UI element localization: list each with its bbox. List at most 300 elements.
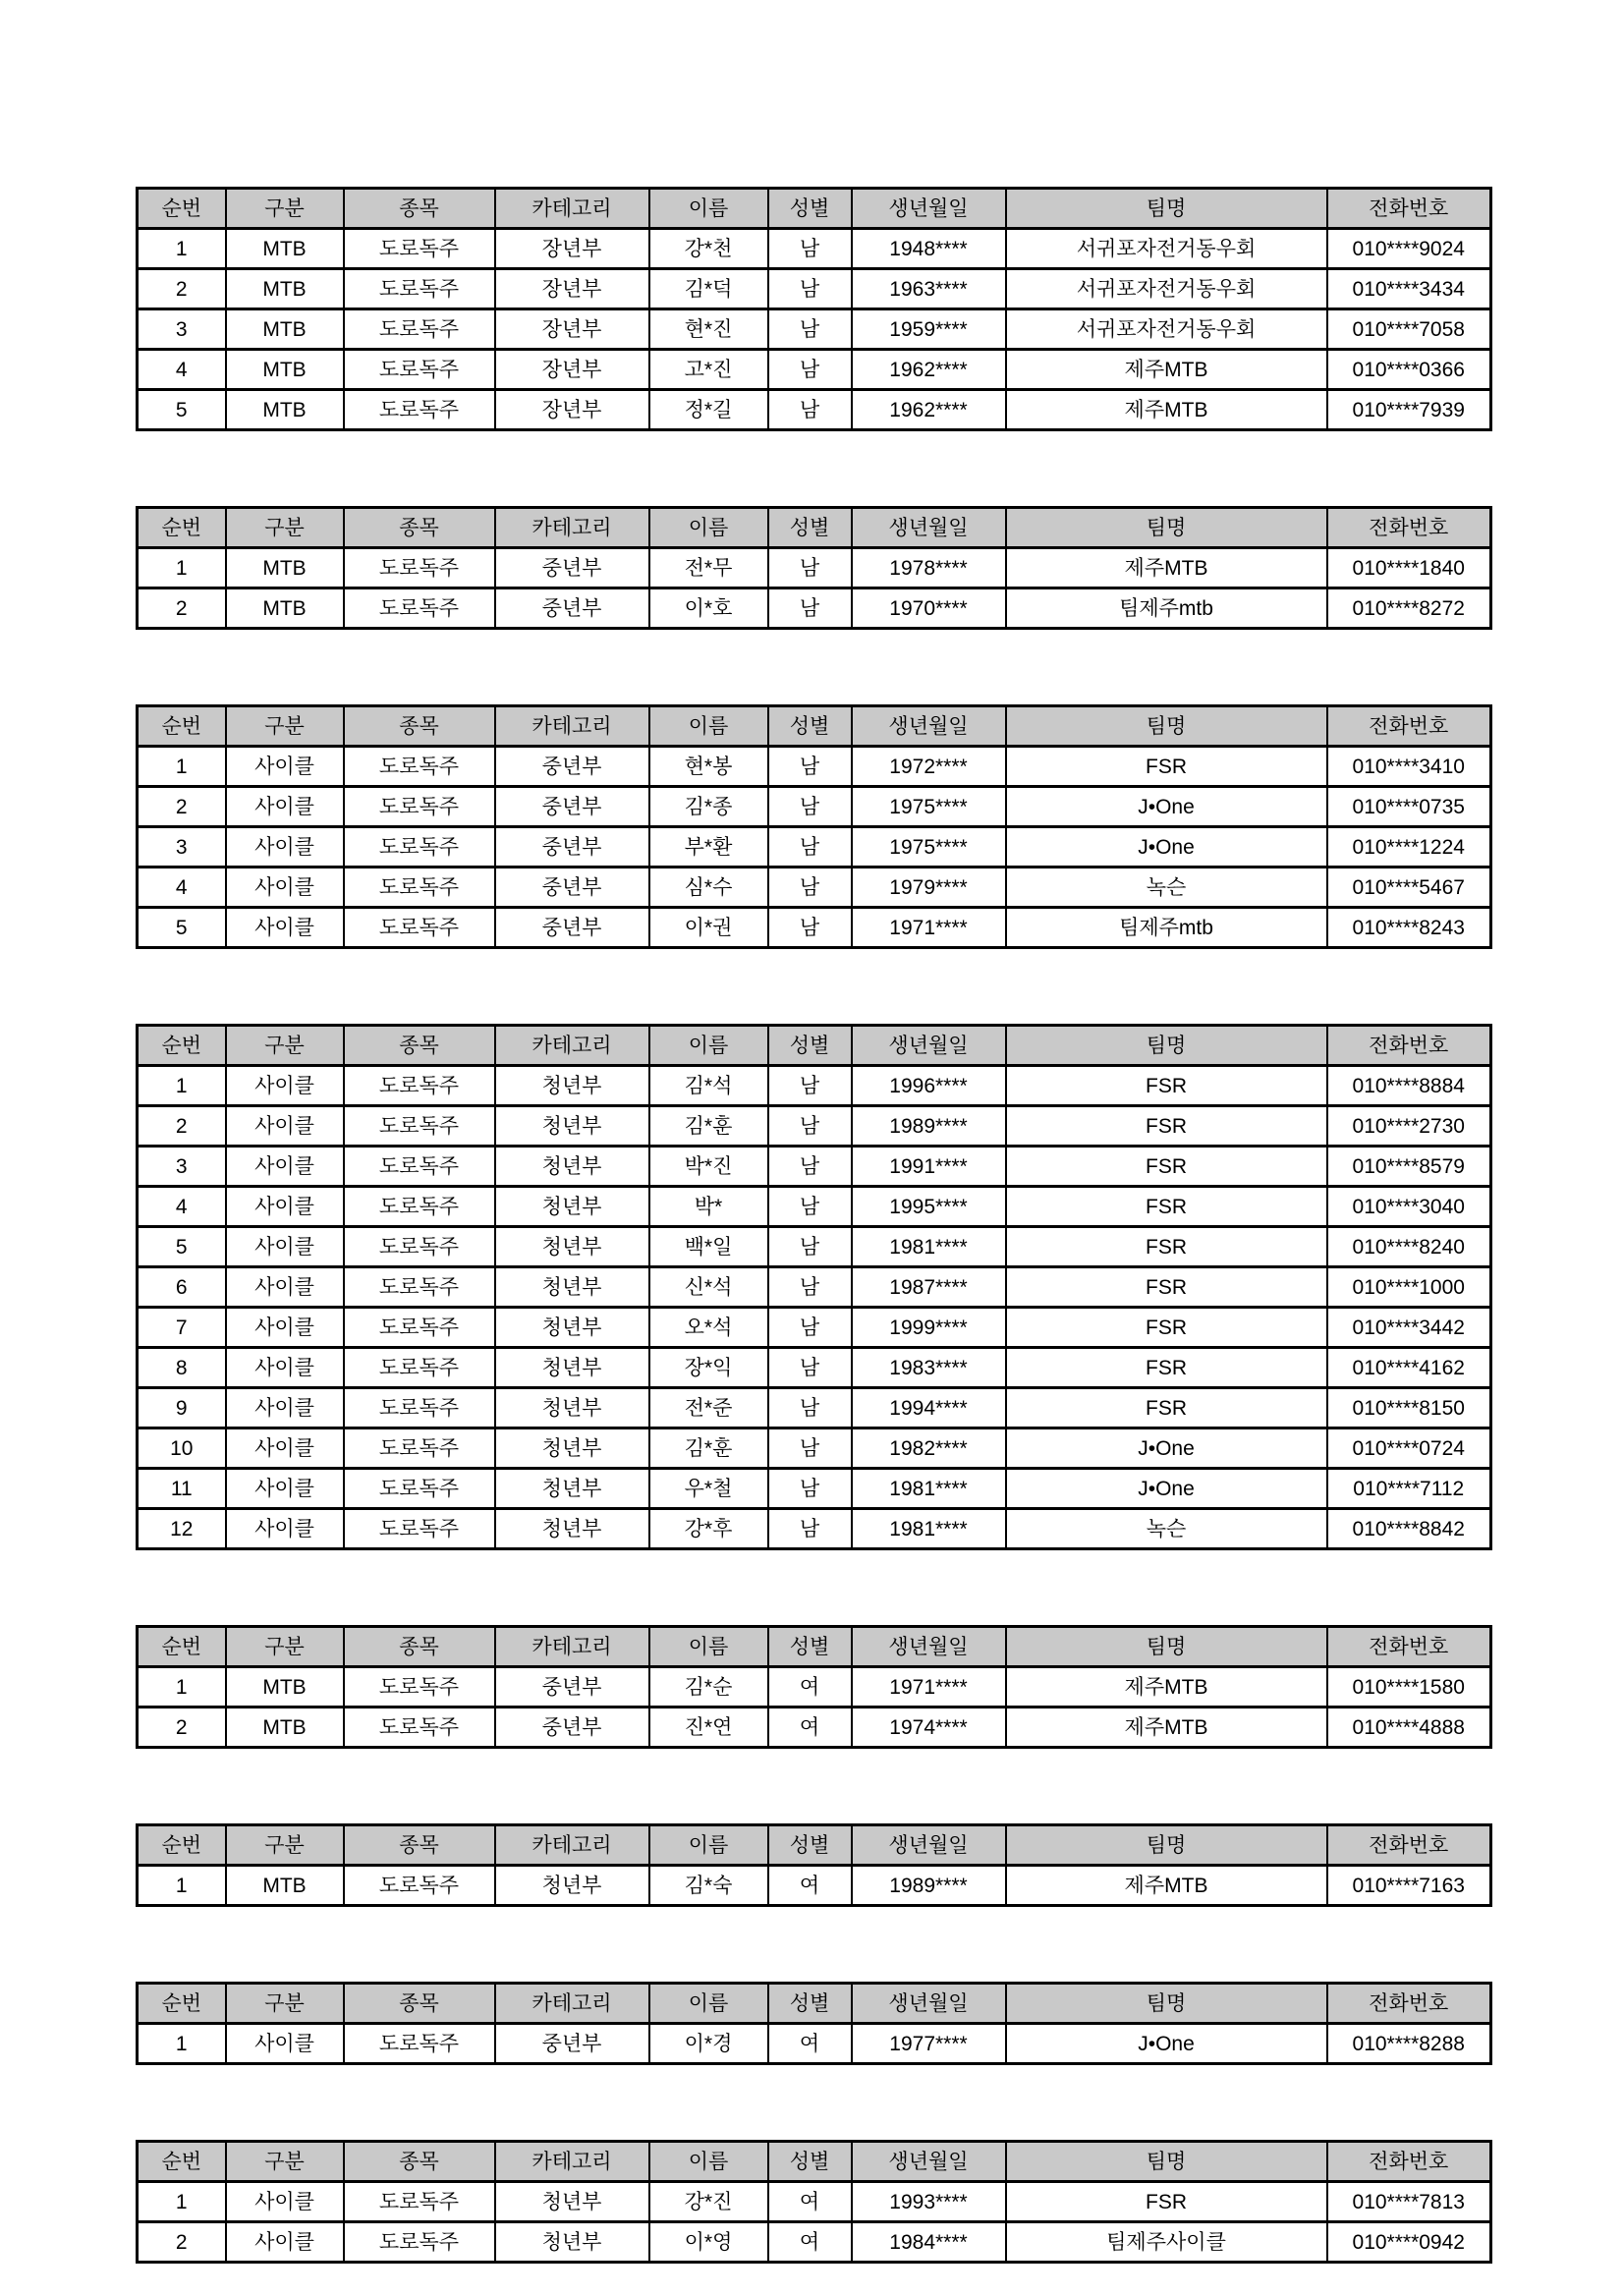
cell-birth: 1970**** (852, 588, 1006, 629)
column-header-name: 이름 (649, 706, 768, 747)
column-header-name: 이름 (649, 189, 768, 229)
cell-name: 박*진 (649, 1147, 768, 1187)
cell-division: MTB (226, 588, 344, 629)
cell-birth: 1981**** (852, 1469, 1006, 1509)
cell-phone: 010****7163 (1327, 1866, 1491, 1906)
header-row (138, 2142, 1491, 2182)
column-header-division: 구분 (226, 1026, 344, 1066)
cell-name: 우*철 (649, 1469, 768, 1509)
cell-team: 서귀포자전거동우회 (1006, 229, 1327, 269)
cell-phone: 010****8579 (1327, 1147, 1491, 1187)
cell-category: 청년부 (495, 1308, 649, 1348)
cell-no: 2 (138, 1708, 226, 1748)
cell-event: 도로독주 (344, 1388, 495, 1428)
column-header-name: 이름 (649, 1825, 768, 1866)
cell-division: 사이클 (226, 747, 344, 787)
table-row (138, 350, 1491, 390)
cell-category: 중년부 (495, 548, 649, 588)
cell-event: 도로독주 (344, 548, 495, 588)
cell-category: 중년부 (495, 1708, 649, 1748)
cell-team: J•One (1006, 1428, 1327, 1469)
column-header-division: 구분 (226, 508, 344, 548)
cell-no: 2 (138, 787, 226, 827)
header-row (138, 1984, 1491, 2024)
cell-name: 김*훈 (649, 1428, 768, 1469)
column-header-division: 구분 (226, 1627, 344, 1667)
cell-team: J•One (1006, 1469, 1327, 1509)
cell-phone: 010****9024 (1327, 229, 1491, 269)
column-header-gender: 성별 (768, 1825, 852, 1866)
cell-no: 1 (138, 548, 226, 588)
column-header-gender: 성별 (768, 508, 852, 548)
cell-category: 청년부 (495, 1227, 649, 1267)
cell-category: 청년부 (495, 1066, 649, 1106)
cell-phone: 010****5467 (1327, 868, 1491, 908)
cell-birth: 1999**** (852, 1308, 1006, 1348)
table-row (138, 269, 1491, 309)
cell-gender: 남 (768, 1428, 852, 1469)
cell-no: 6 (138, 1267, 226, 1308)
table-row (138, 1106, 1491, 1147)
cell-no: 4 (138, 1187, 226, 1227)
cell-no: 2 (138, 269, 226, 309)
cell-category: 청년부 (495, 1187, 649, 1227)
cell-gender: 여 (768, 2182, 852, 2222)
cell-name: 강*천 (649, 229, 768, 269)
cell-phone: 010****1580 (1327, 1667, 1491, 1708)
cell-phone: 010****0942 (1327, 2222, 1491, 2263)
cell-name: 김*덕 (649, 269, 768, 309)
cell-birth: 1975**** (852, 787, 1006, 827)
participant-table-2 (136, 506, 1492, 630)
cell-gender: 남 (768, 390, 852, 430)
column-header-birth: 생년월일 (852, 1825, 1006, 1866)
cell-phone: 010****1840 (1327, 548, 1491, 588)
cell-name: 오*석 (649, 1308, 768, 1348)
cell-division: MTB (226, 1667, 344, 1708)
table-row (138, 548, 1491, 588)
column-header-division: 구분 (226, 189, 344, 229)
cell-name: 강*후 (649, 1509, 768, 1549)
column-header-division: 구분 (226, 706, 344, 747)
cell-birth: 1971**** (852, 1667, 1006, 1708)
cell-phone: 010****3442 (1327, 1308, 1491, 1348)
cell-birth: 1978**** (852, 548, 1006, 588)
cell-no: 2 (138, 1106, 226, 1147)
column-header-phone: 전화번호 (1327, 1984, 1491, 2024)
column-header-team: 팀명 (1006, 1026, 1327, 1066)
cell-gender: 남 (768, 1308, 852, 1348)
cell-name: 이*경 (649, 2024, 768, 2064)
cell-gender: 남 (768, 787, 852, 827)
cell-team: 서귀포자전거동우회 (1006, 269, 1327, 309)
cell-no: 7 (138, 1308, 226, 1348)
participant-table-3 (136, 704, 1492, 949)
cell-gender: 남 (768, 908, 852, 948)
cell-name: 장*익 (649, 1348, 768, 1388)
column-header-event: 종목 (344, 2142, 495, 2182)
cell-phone: 010****8150 (1327, 1388, 1491, 1428)
cell-name: 신*석 (649, 1267, 768, 1308)
cell-team: J•One (1006, 787, 1327, 827)
cell-name: 고*진 (649, 350, 768, 390)
cell-birth: 1983**** (852, 1348, 1006, 1388)
cell-phone: 010****7112 (1327, 1469, 1491, 1509)
cell-birth: 1948**** (852, 229, 1006, 269)
cell-gender: 여 (768, 2024, 852, 2064)
cell-event: 도로독주 (344, 1308, 495, 1348)
cell-birth: 1962**** (852, 390, 1006, 430)
document-body (136, 187, 1489, 2296)
cell-event: 도로독주 (344, 868, 495, 908)
cell-division: 사이클 (226, 2222, 344, 2263)
column-header-no: 순번 (138, 2142, 226, 2182)
cell-division: 사이클 (226, 1147, 344, 1187)
column-header-division: 구분 (226, 1984, 344, 2024)
cell-category: 청년부 (495, 2222, 649, 2263)
participant-table-6 (136, 1823, 1492, 1907)
table-row (138, 588, 1491, 629)
column-header-event: 종목 (344, 1825, 495, 1866)
column-header-name: 이름 (649, 1627, 768, 1667)
cell-event: 도로독주 (344, 2222, 495, 2263)
column-header-category: 카테고리 (495, 1825, 649, 1866)
cell-event: 도로독주 (344, 747, 495, 787)
cell-no: 11 (138, 1469, 226, 1509)
cell-birth: 1981**** (852, 1227, 1006, 1267)
cell-gender: 남 (768, 1388, 852, 1428)
cell-team: FSR (1006, 1348, 1327, 1388)
table-row (138, 1866, 1491, 1906)
cell-birth: 1996**** (852, 1066, 1006, 1106)
cell-division: MTB (226, 309, 344, 350)
column-header-team: 팀명 (1006, 706, 1327, 747)
cell-gender: 여 (768, 1667, 852, 1708)
cell-event: 도로독주 (344, 1187, 495, 1227)
cell-division: 사이클 (226, 1469, 344, 1509)
cell-phone: 010****2730 (1327, 1106, 1491, 1147)
column-header-category: 카테고리 (495, 706, 649, 747)
cell-birth: 1972**** (852, 747, 1006, 787)
cell-birth: 1981**** (852, 1509, 1006, 1549)
cell-name: 강*진 (649, 2182, 768, 2222)
cell-team: 팀제주mtb (1006, 588, 1327, 629)
table-row (138, 2182, 1491, 2222)
column-header-no: 순번 (138, 1825, 226, 1866)
column-header-gender: 성별 (768, 706, 852, 747)
cell-gender: 남 (768, 350, 852, 390)
table-row (138, 868, 1491, 908)
column-header-division: 구분 (226, 2142, 344, 2182)
table-row (138, 908, 1491, 948)
cell-birth: 1971**** (852, 908, 1006, 948)
cell-category: 청년부 (495, 1106, 649, 1147)
cell-no: 4 (138, 350, 226, 390)
cell-event: 도로독주 (344, 1227, 495, 1267)
participant-table-8 (136, 2140, 1492, 2264)
cell-phone: 010****1000 (1327, 1267, 1491, 1308)
cell-phone: 010****8842 (1327, 1509, 1491, 1549)
cell-team: FSR (1006, 1267, 1327, 1308)
cell-gender: 남 (768, 588, 852, 629)
cell-division: 사이클 (226, 1428, 344, 1469)
cell-event: 도로독주 (344, 1866, 495, 1906)
cell-name: 김*숙 (649, 1866, 768, 1906)
cell-birth: 1962**** (852, 350, 1006, 390)
cell-category: 중년부 (495, 1667, 649, 1708)
cell-category: 중년부 (495, 787, 649, 827)
cell-event: 도로독주 (344, 1509, 495, 1549)
cell-division: 사이클 (226, 1509, 344, 1549)
cell-gender: 남 (768, 1267, 852, 1308)
cell-event: 도로독주 (344, 1267, 495, 1308)
cell-phone: 010****7058 (1327, 309, 1491, 350)
column-header-name: 이름 (649, 1984, 768, 2024)
header-row (138, 706, 1491, 747)
column-header-event: 종목 (344, 508, 495, 548)
cell-birth: 1975**** (852, 827, 1006, 868)
cell-category: 청년부 (495, 1348, 649, 1388)
column-header-phone: 전화번호 (1327, 189, 1491, 229)
cell-birth: 1994**** (852, 1388, 1006, 1428)
cell-team: 제주MTB (1006, 390, 1327, 430)
table-row (138, 2222, 1491, 2263)
table-row (138, 1708, 1491, 1748)
cell-no: 4 (138, 868, 226, 908)
cell-no: 1 (138, 1667, 226, 1708)
cell-division: MTB (226, 1866, 344, 1906)
column-header-team: 팀명 (1006, 1825, 1327, 1866)
cell-no: 5 (138, 908, 226, 948)
participant-table-4 (136, 1024, 1492, 1550)
column-header-event: 종목 (344, 1026, 495, 1066)
cell-phone: 010****3040 (1327, 1187, 1491, 1227)
cell-division: MTB (226, 350, 344, 390)
cell-gender: 남 (768, 1187, 852, 1227)
column-header-phone: 전화번호 (1327, 1026, 1491, 1066)
table-row (138, 1066, 1491, 1106)
participant-table-1 (136, 187, 1492, 431)
cell-division: 사이클 (226, 1066, 344, 1106)
participant-table-5 (136, 1625, 1492, 1749)
cell-team: FSR (1006, 1308, 1327, 1348)
cell-team: 서귀포자전거동우회 (1006, 309, 1327, 350)
cell-birth: 1982**** (852, 1428, 1006, 1469)
cell-name: 현*봉 (649, 747, 768, 787)
cell-name: 이*권 (649, 908, 768, 948)
cell-gender: 남 (768, 229, 852, 269)
cell-category: 중년부 (495, 588, 649, 629)
cell-phone: 010****4888 (1327, 1708, 1491, 1748)
cell-event: 도로독주 (344, 827, 495, 868)
cell-division: 사이클 (226, 868, 344, 908)
cell-phone: 010****8884 (1327, 1066, 1491, 1106)
cell-category: 중년부 (495, 827, 649, 868)
cell-event: 도로독주 (344, 309, 495, 350)
cell-team: 제주MTB (1006, 1866, 1327, 1906)
cell-phone: 010****0366 (1327, 350, 1491, 390)
table-row (138, 1428, 1491, 1469)
cell-name: 김*석 (649, 1066, 768, 1106)
column-header-event: 종목 (344, 189, 495, 229)
cell-name: 김*훈 (649, 1106, 768, 1147)
table-row (138, 390, 1491, 430)
cell-category: 장년부 (495, 390, 649, 430)
cell-gender: 남 (768, 548, 852, 588)
cell-gender: 남 (768, 309, 852, 350)
table-row (138, 1227, 1491, 1267)
cell-division: 사이클 (226, 908, 344, 948)
column-header-team: 팀명 (1006, 508, 1327, 548)
column-header-team: 팀명 (1006, 189, 1327, 229)
cell-gender: 남 (768, 1227, 852, 1267)
cell-event: 도로독주 (344, 1348, 495, 1388)
cell-team: 제주MTB (1006, 548, 1327, 588)
cell-name: 이*호 (649, 588, 768, 629)
cell-no: 5 (138, 1227, 226, 1267)
table-row (138, 1509, 1491, 1549)
column-header-birth: 생년월일 (852, 508, 1006, 548)
cell-event: 도로독주 (344, 1106, 495, 1147)
cell-team: 제주MTB (1006, 1708, 1327, 1748)
cell-team: 녹슨 (1006, 1509, 1327, 1549)
cell-gender: 남 (768, 269, 852, 309)
column-header-division: 구분 (226, 1825, 344, 1866)
cell-gender: 남 (768, 1509, 852, 1549)
cell-phone: 010****8240 (1327, 1227, 1491, 1267)
cell-no: 1 (138, 2182, 226, 2222)
cell-no: 10 (138, 1428, 226, 1469)
cell-gender: 남 (768, 1066, 852, 1106)
column-header-birth: 생년월일 (852, 1984, 1006, 2024)
header-row (138, 1825, 1491, 1866)
column-header-birth: 생년월일 (852, 1026, 1006, 1066)
cell-birth: 1979**** (852, 868, 1006, 908)
cell-phone: 010****0724 (1327, 1428, 1491, 1469)
column-header-gender: 성별 (768, 1627, 852, 1667)
cell-birth: 1995**** (852, 1187, 1006, 1227)
cell-gender: 남 (768, 1469, 852, 1509)
column-header-category: 카테고리 (495, 2142, 649, 2182)
cell-category: 중년부 (495, 908, 649, 948)
cell-category: 청년부 (495, 1469, 649, 1509)
column-header-name: 이름 (649, 1026, 768, 1066)
cell-category: 장년부 (495, 309, 649, 350)
table-row (138, 1267, 1491, 1308)
cell-event: 도로독주 (344, 1708, 495, 1748)
cell-division: 사이클 (226, 1106, 344, 1147)
cell-phone: 010****7813 (1327, 2182, 1491, 2222)
cell-name: 심*수 (649, 868, 768, 908)
header-row (138, 189, 1491, 229)
cell-name: 백*일 (649, 1227, 768, 1267)
cell-division: MTB (226, 548, 344, 588)
column-header-category: 카테고리 (495, 1984, 649, 2024)
table-row (138, 1308, 1491, 1348)
cell-division: 사이클 (226, 1388, 344, 1428)
cell-gender: 남 (768, 1147, 852, 1187)
header-row (138, 1026, 1491, 1066)
column-header-gender: 성별 (768, 1026, 852, 1066)
cell-division: 사이클 (226, 2182, 344, 2222)
column-header-no: 순번 (138, 1026, 226, 1066)
cell-no: 1 (138, 747, 226, 787)
cell-name: 전*준 (649, 1388, 768, 1428)
column-header-phone: 전화번호 (1327, 2142, 1491, 2182)
cell-team: J•One (1006, 2024, 1327, 2064)
column-header-no: 순번 (138, 706, 226, 747)
table-row (138, 747, 1491, 787)
column-header-gender: 성별 (768, 1984, 852, 2024)
cell-division: 사이클 (226, 1267, 344, 1308)
table-row (138, 1147, 1491, 1187)
cell-category: 청년부 (495, 1267, 649, 1308)
cell-no: 5 (138, 390, 226, 430)
cell-category: 중년부 (495, 2024, 649, 2064)
cell-event: 도로독주 (344, 908, 495, 948)
cell-no: 1 (138, 1066, 226, 1106)
cell-event: 도로독주 (344, 2182, 495, 2222)
column-header-event: 종목 (344, 706, 495, 747)
cell-no: 1 (138, 1866, 226, 1906)
cell-event: 도로독주 (344, 1469, 495, 1509)
cell-no: 3 (138, 1147, 226, 1187)
cell-no: 8 (138, 1348, 226, 1388)
cell-category: 청년부 (495, 1428, 649, 1469)
cell-no: 12 (138, 1509, 226, 1549)
cell-division: 사이클 (226, 1187, 344, 1227)
column-header-event: 종목 (344, 1984, 495, 2024)
cell-team: FSR (1006, 1147, 1327, 1187)
column-header-no: 순번 (138, 1984, 226, 2024)
cell-phone: 010****8272 (1327, 588, 1491, 629)
cell-phone: 010****7939 (1327, 390, 1491, 430)
column-header-phone: 전화번호 (1327, 508, 1491, 548)
cell-team: 녹슨 (1006, 868, 1327, 908)
cell-gender: 남 (768, 1106, 852, 1147)
table-row (138, 1388, 1491, 1428)
cell-phone: 010****3410 (1327, 747, 1491, 787)
column-header-no: 순번 (138, 508, 226, 548)
cell-division: MTB (226, 1708, 344, 1748)
cell-event: 도로독주 (344, 2024, 495, 2064)
table-row (138, 2024, 1491, 2064)
cell-category: 중년부 (495, 747, 649, 787)
cell-event: 도로독주 (344, 1147, 495, 1187)
cell-gender: 남 (768, 827, 852, 868)
column-header-gender: 성별 (768, 189, 852, 229)
cell-team: FSR (1006, 1227, 1327, 1267)
cell-gender: 여 (768, 1866, 852, 1906)
cell-team: 팀제주사이클 (1006, 2222, 1327, 2263)
cell-no: 3 (138, 309, 226, 350)
cell-birth: 1989**** (852, 1866, 1006, 1906)
cell-no: 1 (138, 2024, 226, 2064)
cell-category: 청년부 (495, 1388, 649, 1428)
cell-event: 도로독주 (344, 1667, 495, 1708)
cell-phone: 010****4162 (1327, 1348, 1491, 1388)
cell-birth: 1993**** (852, 2182, 1006, 2222)
column-header-no: 순번 (138, 189, 226, 229)
table-row (138, 787, 1491, 827)
cell-phone: 010****0735 (1327, 787, 1491, 827)
cell-team: FSR (1006, 2182, 1327, 2222)
column-header-gender: 성별 (768, 2142, 852, 2182)
column-header-phone: 전화번호 (1327, 1627, 1491, 1667)
cell-birth: 1974**** (852, 1708, 1006, 1748)
cell-team: FSR (1006, 747, 1327, 787)
cell-name: 김*종 (649, 787, 768, 827)
